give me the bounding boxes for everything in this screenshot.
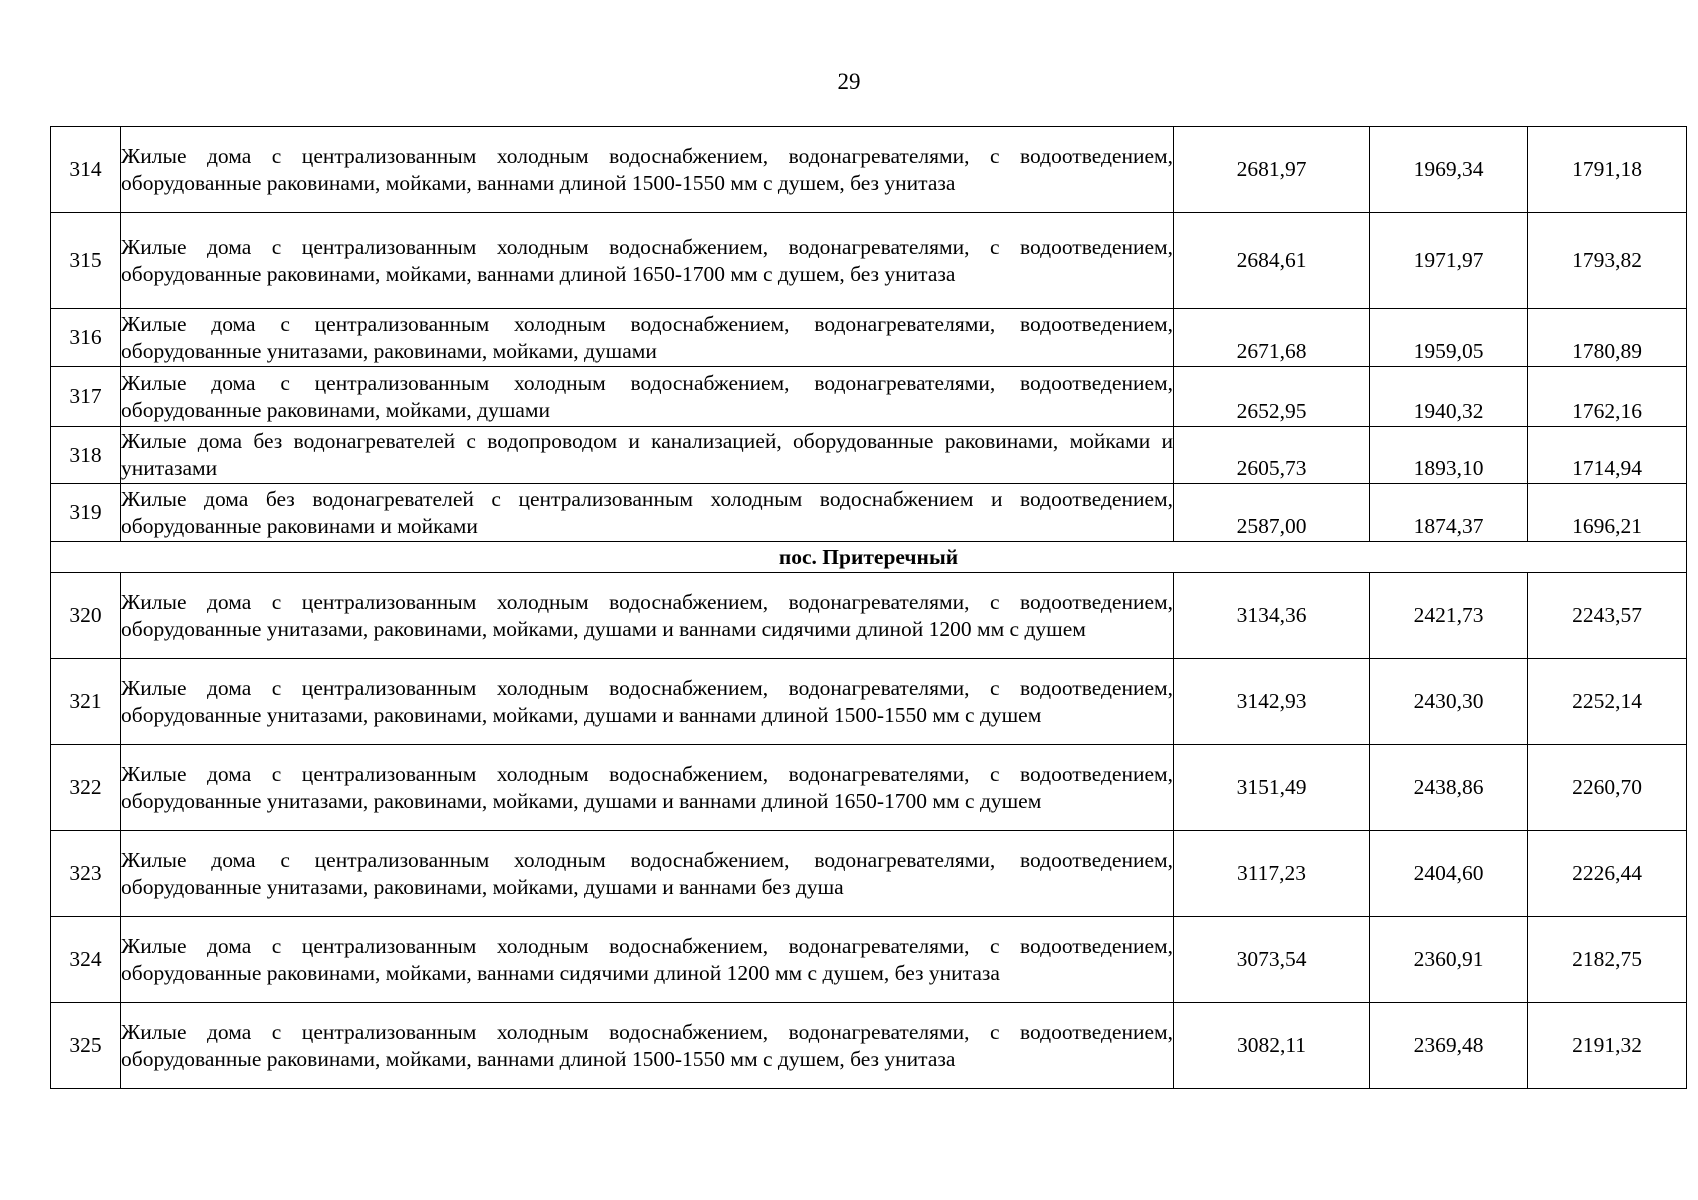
row-number: 324 — [51, 917, 121, 1003]
row-description: Жилые дома с централизованным холодным водоснабжением, водонагревателями, с водоотведением, оборудованные раковинами, мойками, ваннами сидячими длиной 1200 мм с душем, без унитаза — [121, 917, 1174, 1003]
row-description: Жилые дома без водонагревателей с централизованным холодным водоснабжением и водоотведением, оборудованные раковинами и мойками — [121, 484, 1174, 542]
row-number: 320 — [51, 573, 121, 659]
value-cell-1: 3151,49 — [1174, 745, 1370, 831]
table-row — [51, 1003, 1687, 1089]
row-description: Жилые дома с централизованным холодным водоснабжением, водонагревателями, с водоотведением, оборудованные раковинами, мойками, ваннами длиной 1650-1700 мм с душем, без унитаза — [121, 213, 1174, 309]
value-cell-3: 2260,70 — [1528, 745, 1687, 831]
row-description: Жилые дома с централизованным холодным водоснабжением, водонагревателями, с водоотведением, оборудованные раковинами, мойками, ваннами длиной 1500-1550 мм с душем, без унитаза — [121, 127, 1174, 213]
table-row — [51, 745, 1687, 831]
value-cell-1: 2587,00 — [1174, 484, 1370, 542]
table-row — [51, 127, 1687, 213]
value-cell-3: 1780,89 — [1528, 309, 1687, 367]
table-row — [51, 831, 1687, 917]
row-number: 321 — [51, 659, 121, 745]
tariff-table — [50, 126, 1687, 1089]
value-cell-1: 3117,23 — [1174, 831, 1370, 917]
table-row — [51, 659, 1687, 745]
value-cell-3: 2182,75 — [1528, 917, 1687, 1003]
row-number: 323 — [51, 831, 121, 917]
table-row — [51, 213, 1687, 309]
row-number: 316 — [51, 309, 121, 367]
row-number: 318 — [51, 427, 121, 484]
value-cell-2: 1874,37 — [1370, 484, 1528, 542]
row-description: Жилые дома с централизованным холодным водоснабжением, водонагревателями, с водоотведением, оборудованные унитазами, раковинами, мойками, душами и ваннами сидячими длиной 1200 мм с душем — [121, 573, 1174, 659]
table-row — [51, 367, 1687, 427]
row-number: 317 — [51, 367, 121, 427]
row-number: 315 — [51, 213, 121, 309]
value-cell-1: 2605,73 — [1174, 427, 1370, 484]
row-number: 325 — [51, 1003, 121, 1089]
value-cell-3: 1762,16 — [1528, 367, 1687, 427]
value-cell-2: 1959,05 — [1370, 309, 1528, 367]
row-description: Жилые дома с централизованным холодным водоснабжением, водонагревателями, с водоотведением, оборудованные раковинами, мойками, ваннами длиной 1500-1550 мм с душем, без унитаза — [121, 1003, 1174, 1089]
value-cell-3: 2243,57 — [1528, 573, 1687, 659]
row-description: Жилые дома без водонагревателей с водопроводом и канализацией, оборудованные раковинами, мойками и унитазами — [121, 427, 1174, 484]
value-cell-2: 1971,97 — [1370, 213, 1528, 309]
value-cell-1: 3082,11 — [1174, 1003, 1370, 1089]
value-cell-1: 2652,95 — [1174, 367, 1370, 427]
value-cell-1: 2684,61 — [1174, 213, 1370, 309]
row-description: Жилые дома с централизованным холодным водоснабжением, водонагревателями, водоотведением, оборудованные унитазами, раковинами, мойками, душами — [121, 309, 1174, 367]
value-cell-2: 2404,60 — [1370, 831, 1528, 917]
page-number: 29 — [837, 69, 861, 94]
table-row — [51, 309, 1687, 367]
value-cell-3: 2191,32 — [1528, 1003, 1687, 1089]
row-number: 314 — [51, 127, 121, 213]
section-header-row — [51, 542, 1687, 573]
value-cell-3: 1793,82 — [1528, 213, 1687, 309]
value-cell-1: 2671,68 — [1174, 309, 1370, 367]
table-row — [51, 573, 1687, 659]
value-cell-3: 1714,94 — [1528, 427, 1687, 484]
value-cell-2: 1969,34 — [1370, 127, 1528, 213]
value-cell-2: 1893,10 — [1370, 427, 1528, 484]
value-cell-2: 2438,86 — [1370, 745, 1528, 831]
table-row — [51, 427, 1687, 484]
value-cell-2: 2421,73 — [1370, 573, 1528, 659]
table-row — [51, 484, 1687, 542]
value-cell-1: 3142,93 — [1174, 659, 1370, 745]
value-cell-1: 3134,36 — [1174, 573, 1370, 659]
row-number: 322 — [51, 745, 121, 831]
value-cell-3: 2226,44 — [1528, 831, 1687, 917]
table-row — [51, 917, 1687, 1003]
value-cell-3: 2252,14 — [1528, 659, 1687, 745]
value-cell-2: 2360,91 — [1370, 917, 1528, 1003]
value-cell-2: 1940,32 — [1370, 367, 1528, 427]
row-number: 319 — [51, 484, 121, 542]
value-cell-2: 2430,30 — [1370, 659, 1528, 745]
value-cell-3: 1696,21 — [1528, 484, 1687, 542]
row-description: Жилые дома с централизованным холодным водоснабжением, водонагревателями, с водоотведением, оборудованные унитазами, раковинами, мойками, душами и ваннами длиной 1500-1550 мм с душем — [121, 659, 1174, 745]
value-cell-3: 1791,18 — [1528, 127, 1687, 213]
value-cell-2: 2369,48 — [1370, 1003, 1528, 1089]
section-title: пос. Притеречный — [51, 542, 1687, 573]
row-description: Жилые дома с централизованным холодным водоснабжением, водонагревателями, водоотведением, оборудованные унитазами, раковинами, мойками, душами и ваннами без душа — [121, 831, 1174, 917]
value-cell-1: 2681,97 — [1174, 127, 1370, 213]
row-description: Жилые дома с централизованным холодным водоснабжением, водонагревателями, водоотведением, оборудованные раковинами, мойками, душами — [121, 367, 1174, 427]
value-cell-1: 3073,54 — [1174, 917, 1370, 1003]
row-description: Жилые дома с централизованным холодным водоснабжением, водонагревателями, с водоотведением, оборудованные унитазами, раковинами, мойками, душами и ваннами длиной 1650-1700 мм с душем — [121, 745, 1174, 831]
